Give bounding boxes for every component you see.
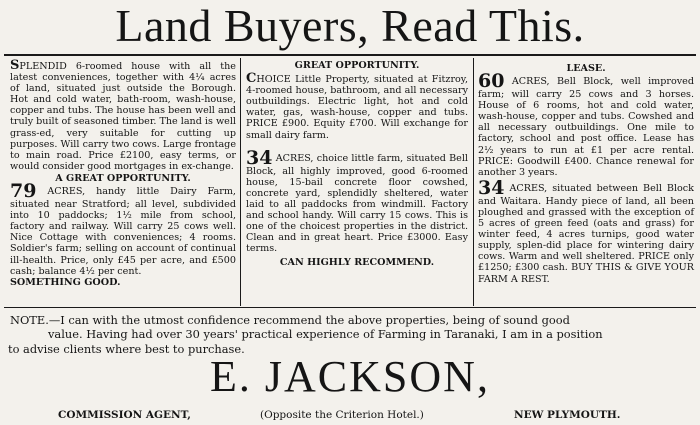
section-heading: GREAT OPPORTUNITY. [294,60,420,71]
closing-line: CAN HIGHLY RECOMMEND. [279,257,435,269]
drop-letter: C [246,71,257,87]
top-rule [4,54,696,56]
middle-rule [4,307,696,308]
footer-address: (Opposite the Criterion Hotel.) [260,409,424,421]
listing-text: ACRES, handy little Dairy Farm, situated near Stratford; all level, subdivided into 10 paddocks; 1½ mile from school, factory and railway. Will carry 25 cows well. Nice Cottage with conveniences; 4 rooms. Soldier's farm; selling on account of continual ill-health. Price, only £45 per acre, and £500 cash; balance 4½ per cent. [10,186,236,277]
column-divider-2 [473,58,474,306]
listing-dairy-farm-stratford [10,180,236,277]
listing-text: PLENDID 6-roomed house with all the latest conveniences, together with 4¼ acres of land, situated just outside the Borough. Hot and cold water, bath-room, wash-house, copper and tubs. The house has been well and truly built of seasoned timber. The land is well grass-ed, very suitable for cutting up purposes. Will carry two cows. Large frontage to main road. Price £2100, easy terms, or would consider good mortgages in ex-change. [10,61,236,172]
section-heading: LEASE. [566,63,606,74]
listing-text: HOICE Little Property, situated at Fitzroy, 4-roomed house, bathroom, and all necessary outbuildings. Electric light, hot and cold water, gas, wash-house, copper and tubs. PRICE £900. Equity £700. Will exchange for small dairy farm. [246,74,468,141]
listing-lease-bell-block [478,70,694,178]
listing-bell-block-waitara [478,176,694,285]
drop-letter: S [10,58,20,73]
note-line: value. Having had over 30 years' practical experience of Farming in Taranaki, I am in a position [48,327,603,342]
listing-text: ACRES, Bell Block, well improved farm; will carry 25 cows and 3 horses. House of 6 rooms, hot and cold water, wash-house, copper and tubs. Cowshed and all necessary outbuildings. One mile to factory, school and post office. Lease has 2½ years to run at £1 per acre rental. PRICE: Goodwill £400. Chance renewal for another 3 years. [478,76,694,178]
listing-bell-block-farm [246,146,468,255]
advertisement-headline: Land Buyers, Read This. [115,0,585,51]
footer-commission-agent: COMMISSION AGENT, [58,409,191,421]
column-middle [246,60,468,269]
note-line: NOTE.—I can with the utmost confidence recommend the above properties, being of sound good [10,313,570,327]
section-heading: A GREAT OPPORTUNITY. [55,172,191,184]
agent-name: E. JACKSON, [210,352,490,401]
listing-house-borough [10,60,236,172]
acreage-number: 34 [478,176,505,199]
note-paragraph [8,313,694,356]
listing-fitzroy-property [246,73,468,141]
column-divider-1 [240,58,241,306]
listing-text: ACRES, situated between Bell Block and Waitara. Handy piece of land, all been ploughed and grassed with the exception of 5 acres of green feed (oats and grass) for winter feed, 4 acres turnips, good water supply, splen-did place for wintering dairy cows. Warm and well sheltered. PRICE only £1250; £300 cash. BUY THIS & GIVE YOUR FARM A REST. [478,182,694,285]
note-line: to advise clients where best to purchase. [8,341,245,356]
closing-line: SOMETHING GOOD. [10,276,121,288]
acreage-number: 34 [246,146,273,169]
acreage-number: 60 [478,70,505,93]
listing-text: ACRES, choice little farm, situated Bell Block, all highly improved, good 6-roomed house, 15-bail concrete floor cowshed, concrete yard, splendidly sheltered, water laid to all paddocks from windmill. Factory and school handy. Will carry 15 cows. This is one of the choicest properties in the district. Clean and in great heart. Price £3000. Easy terms. [246,152,468,255]
footer-town: NEW PLYMOUTH. [514,409,621,421]
column-right [478,60,694,285]
column-left [10,60,236,288]
acreage-number: 79 [10,180,37,203]
